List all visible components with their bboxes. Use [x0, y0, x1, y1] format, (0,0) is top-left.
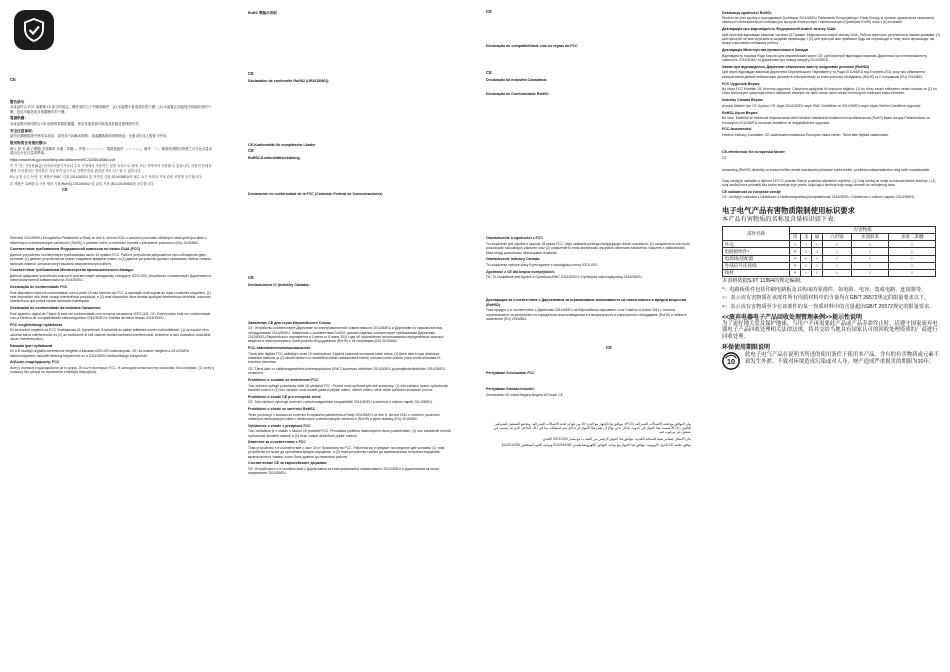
- notice-block: RoHS2 Uyum Beyanı Bu ürün, Elektrikli ve elektronik ekipmanlarda belirli tehlikeli maddelerin kullanımının kısıtlanmasına (RoHS) ilişkin Avrupa Parlamentosu ve Konseyinin 2011/65/EU numaralı direktifine ve değişikliklerine uygundur.: [722, 110, 930, 125]
- notice-block: FCC-säännöstenmukaisuuslausunto Tämä laite täyttää FCC-sääntöjen osan 15 vaatimukset. Käyttöä koskevat seuraavat kaksi ehtoa: (1) tämä laite ei saa aiheuttaa haitallisia häiriöitä, ja (2) tämän laitteen on siedettävä kaikki vastaanotetut häiriöt, mukaan lukien häiriöt, jotka voivat aiheuttaa ei-toivottua toimintaa.: [248, 345, 441, 365]
- table-header-substance: 铅: [790, 233, 801, 240]
- notice-block: FCC-lausunnoksi Ilmoitus Industry Canadalle: CE-vaatimustenmukaisuus Euroopan maita varten. Tämä laite täyttää vaatimukset.: [722, 127, 890, 137]
- efup-heading: 环保使用期限说明: [722, 344, 771, 351]
- notice-block: Zgodność z CE dla krajów europejskich: CE: To urządzenie jest zgodne z Dyrektywą EMC 2014/30/EU i Dyrektywą niskonapięciową 2014/35/EU.: [486, 269, 643, 280]
- table-header-substance: 汞: [801, 233, 812, 240]
- taiwan-notice-3: 安全注意事項： 請勿於潮濕環境中使用本產品；請勿自行拆解或維修；請遠離熱源與易燃物品；兒童須在成人監督下使用。: [10, 128, 170, 139]
- table-row: 线材 × ○ ○ ○ ○ ○: [723, 269, 936, 276]
- notice-block: CE-efterlevnad för europeiska länder CE: [722, 150, 785, 160]
- notice-block: Declaração de conformidade FCC Este dispositivo está em conformidade com a parte 15 das Normas da FCC. A operação está sujeita às duas condições seguintes: (1) este dispositivo não pode causar interferência prejudicial, e (2) este dispositivo deve aceitar qualquer interferência recebida, incluindo interferência que possa causar operação indesejada.: [10, 284, 211, 304]
- notice-block: uimanding (RoHS2-direktiiv) on teatud ohtlike ainete kasutamise piiramise kohta elektri- ja elektroonikaseadmetes ning selle muudatustele.: [722, 168, 931, 173]
- taiwan-notice-1: 警告語句 本產品符合 FCC 規範第 15 部分的規定。操作須符合下列兩項條件：(1) 本裝置不會造成有害干擾；(2) 本裝置必須接受任何接收到的干擾，包括可能造成非預期操作的干擾。: [10, 99, 211, 114]
- notice-block: Prohlášení o souladu se směrnicemi FCC Toto zařízení splňuje požadavky části 15 předpisů FCC. Provoz musí splňovat tyto dvě podmínky: (1) toto zařízení nesmí způsobovat škodlivé rušení a (2) toto zařízení musí snášet jakékoli přijaté rušení, včetně rušení, které může způsobit nežádoucí provoz.: [248, 378, 448, 392]
- table-row: 电源线/适配器 × ○ ○ ○ ○ ○: [723, 255, 936, 262]
- korea-notice: 이 기기는 가정용(B급) 전자파적합기기로서 주로 가정에서 사용하는 것을 목적으로 하며, 모든 지역에서 사용할 수 있습니다. 사용자 안내문: 해당 무선설비는 전파혼신 가능성이 있으므로 인명안전과 관련된 서비스는 할 수 없습니다.: [10, 164, 213, 173]
- weee-heading: <<废弃电器电子产品回收处理管理条例>>提示性说明: [722, 314, 863, 321]
- hazardous-substance-table: [722, 226, 936, 277]
- notice-block: Kanadai Ipari nyilatkozat Ez a B osztályú digitális berendezés megfelel a kanadai ICES-003 szabványnak. CE: Az eszköz megfelel a 2014/30/EU elektromágneses összeférhetőségi irányelvnek és a 2014/35/EU kisfeszültségű irányelvnek.: [10, 343, 190, 358]
- notice-block: CE: Tämä laite on sähkömagneettista yhteensopivuutta (EMC) koskevan direktiivin 2014/30/EU ja pienjännitedirektiivin 2014/35/EU mukainen.: [248, 366, 445, 376]
- efup-label: 10: [727, 357, 735, 367]
- rohs-title: 电子电气产品有害物质限制使用标识要求: [722, 205, 856, 215]
- column-4: [722, 8, 942, 666]
- rohs-subtitle: 本产品有害物质的名称及含量标识如下表：: [722, 215, 840, 223]
- korea-eu-notice: EU 규정 준수 선언: 본 제품은 EMC 지침 2014/30/EU 및 저전압 지침 2014/35/EU의 필수 요구 사항과 기타 관련 조항을 준수합니다.: [10, 175, 203, 180]
- notice-block: Oświadczenie o zgodności z FCC To urządzenie jest zgodne z częścią 15 zasad FCC. Jego działanie podlega następującym dwóm warunkom: (1) urządzenie to nie może powodować szkodliwych zakłóceń oraz (2) urządzenie to musi akceptować wszystkie odbierane zakłócenia, włącznie z zakłóceniami, które mogą powodować niepożądane działanie.: [486, 236, 690, 255]
- table-header-substance: 六价铬: [823, 233, 852, 240]
- notice-block: Δήλωση συμμόρφωσης FCC Αυτή η συσκευή συμμορφώνεται με το μέρος 15 των Κανονισμών FCC. Η λειτουργία υπόκειται στις ακόλουθες δύο συνθήκες: (1) αυτή η συσκευή δεν μπορεί να προκαλέσει επιβλαβή παρεμβολή.: [10, 360, 214, 375]
- column-2: RoHS 準拠の表明 CE Déclaration de conformité RoHS2 (UE2015/863) CE-Konformität für europäische Länder CE RoHS2-Konformitätserklärung Declaración de conformidad de la FCC (Comisión Federal de Comunicaciones) CE Declaraciones IC (Industry Canada): Заявление CE для стран Европейского Союза CE: Устройство соответствует Директиве по электромагнитной совместимости 2014/30/EU и Директиве по низковольтному оборудованию 2014/35/EU. Заявление о соответствии RoHS2: данное изделие соответствует требованиям Директивы 2011/65/EU Европейского парламента и Совета от 8 июня 2011 года об ограничении использования определённых опасных веществ в электрическом и электронном оборудовании (RoHS) и её поправкам (EU) 2015/863. FCC-säännöstenmukaisuuslausunto Tämä laite täyttää FCC-sääntöjen osan 15 vaatimukset. Käyttöä koskevat seuraavat kaksi ehtoa: (1) tämä laite ei saa aiheuttaa haitallisia häiriöitä, ja (2) tämän laitteen on siedettävä kaikki vastaanotetut häiriöt, mukaan lukien häiriöt, jotka voivat aiheuttaa ei-toivottua toimintaa. CE: Tämä laite on sähkömagneettista yhteensopivuutta (EMC) koskevan direktiivin 2014/30/EU ja pienjännitedirektiivin 2014/35/EU mukainen. Prohlášení o souladu se směrnicemi FCC Toto zařízení splňuje požadavky části 15 předpisů FCC. Provoz musí splňovat tyto dvě podmínky: (1) toto zařízení nesmí způsobovat škodlivé rušení a (2) toto zařízení musí snášet jakékoli přijaté rušení, včetně rušení, které může způsobit nežádoucí provoz. Prohlášení o shodě CE pro evropské země CE: Toto zařízení vyhovuje směrnici o elektromagnetické kompatibilitě 2014/30/EU a směrnici o nízkém napětí 2014/35/EU. Prohlášení o shodě se směrnicí RoHS2 Tento produkt je v souladu se směrnicí Evropského parlamentu a Rady 2011/65/EU ze dne 8. června 2011 o omezení používání některých nebezpečných látek v elektrických a elektronických zařízeních (RoHS) a jejími dodatky (EU) 2015/863. Vyhlásenie o zhode s predpismi FCC Toto zariadenie je v súlade s časťou 15 pravidiel FCC. Prevádzka podlieha nasledujúcim dvom podmienkam: (1) toto zariadenie nesmie spôsobovať škodlivé rušenie a (2) musí znášať akékoľvek prijaté rušenie. Известие за съответствие с FCC Това устройство е в съответствие с част 15 от Правилата на FCC. Работата му е предмет на следните две условия: (1) това устройство не може да причинява вредни смущения, и (2) това устройство трябва да приема всички получени смущения, включително и такива, които биха довели до нежелана работа. Съответствие CE за европейските държави CE: Устройството е в съответствие с Директивата за електромагнитна съвместимост 2014/30/EU и Директивата за ниско напрежение 2014/35/EU.: [248, 10, 452, 476]
- column-3: CE Declaração de compatibilidade com as regras da FCC CE Declaração da Indústria Canadiana: Declaração de Conformidade RoHS2 Oświadczenie o zgodności z FCC To urządzenie jest zgodne z częścią 15 zasad FCC. Jego działanie podlega następującym dwóm warunkom: (1) urządzenie to nie może powodować szkodliwych zakłóceń oraz (2) urządzenie to musi akceptować wszystkie odbierane zakłócenia, włącznie z zakłóceniami, które mogą powodować niepożądane działanie. Oświadczenie Industry Canada: To urządzenie cyfrowe klasy B jest zgodne z kanadyjską normą ICES-003. Zgodność z CE dla krajów europejskich: CE: To urządzenie jest zgodne z Dyrektywą EMC 2014/30/EU i Dyrektywą niskonapięciową 2014/35/EU. Декларация за съответствие с Директивата за ограничаване използването на някои опасни и вредни вещества (RoHS2) Този продукт е в съответствие с Директива 2011/65/EU на Европейския парламент и на Съвета от 8 юни 2011 г. относно ограничението за употребата на определени опасни вещества в електрическото и електронното оборудване (RoHS) и нейните изменения (EU) 2015/863. CE Pernyataan Kesesuaian FCC Pernyataan Kanada Industri: Kesesuaian CE untuk Negara-Negara di Eropa: CE بيان التوافق مع لجنة الاتصالات الفيدرالية (FCC): يتوافق هذا الجهاز مع الجزء 15 من قواعد لجنة الاتصالات الفيدرالية. ويخضع التشغيل للشرطين التاليين: (1) ألا يتسبب هذا الجهاز في حدوث تداخل ضار، و(2) أن يقبل هذا الجهاز أي تداخل يتم استقباله، بما في ذلك التداخل الذي قد يتسبب في تشغيل غير مرغوب فيه. بيان الامتثال لمعايير هيئة الصناعة الكندية: يتوافق هذا الجهاز الرقمي من الفئة ب مع معيار ICES-003 الكندي. توافق علامة CE للدول الأوروبية: يتوافق هذا الجهاز مع توجيه التوافق الكهرومغناطيسي 2014/30/EU وتوجيه الجهد المنخفض 2014/35/EU.: [486, 9, 691, 448]
- notice-block: Ovaj uređaj je usklađen s dijelom 15 FCC pravila. Rad je podložan sljedećim uvjetima: (1) Ovaj uređaj ne smije uzrokovati štetne smetnje, i (2) ovaj uređaj mora prihvatiti bilo kakve smetnje koje prima, uključujući smetnje koje mogu dovesti do neželjenog rada.: [722, 178, 936, 188]
- taiwan-notice-4: 限用物質含有情況標示： 單元 鉛 汞 鎘 六價鉻 多溴聯苯 多溴二苯醚 — 外殼 ○ ○ ○ ○ ○ ○；電路板組件 - ○ ○ ○ ○ ○。備考：「○」係指該項限用物質之百分比含量未超出百分比含量基準值。: [10, 141, 213, 156]
- table-row: 外壳 ○ ○ ○ ○ ○ ○: [723, 241, 936, 248]
- brand-logo: [14, 10, 54, 50]
- taiwan-link[interactable]: https://www.bsmi.gov.tw/wSite/public/Attachment/f1232356185862.pdf: [10, 157, 116, 162]
- notice-block: Соответствие требованиям Федеральной комиссии по связи США (FCC) Данное устройство соответствует требованиям части 15 правил FCC. Работа устройства допускается при соблюдении двух условий: (1) данное устройство не может создавать вредных помех, и (2) данное устройство должно принимать любые помехи, включая помехи, которые могут вызвать нежелательную работу.: [10, 247, 212, 266]
- notice-block: Заявление CE для стран Европейского Союза CE: Устройство соответствует Директиве по электромагнитной совместимости 2014/30/EU и Директиве по низковольтному оборудованию 2014/35/EU. Заявление о соответствии RoHS2: данное изделие соответствует требованиям Директивы 2011/65/EU Европейского парламента и Совета от 8 июня 2011 года об ограничении использования определённых опасных веществ в электрическом и электронном оборудовании (RoHS) и её поправкам (EU) 2015/863.: [248, 320, 444, 344]
- notice-block: Vyhlásenie o zhode s predpismi FCC Toto zariadenie je v súlade s časťou 15 pravidiel FCC. Prevádzka podlieha nasledujúcim dvom podmienkam: (1) toto zariadenie nesmie spôsobovať škodlivé rušenie a (2) musí znášať akékoľvek prijaté rušenie.: [248, 423, 452, 438]
- notice-block: Декларація про відповідність Федеральній комісії зв'язку США Цей пристрій відповідає вимогам частини 15 Правил Федеральної комісії зв'язку США. Робота пристрою регулюється такими умовами: (1) цей пристрій не має спричиняти шкідливі перешкоди, і (2) цей пристрій має приймати будь-які перешкоди, в тому числі перешкоди, які можуть викликати небажану роботу.: [722, 27, 941, 46]
- notice-block: Декларация за съответствие с Директивата за ограничаване използването на някои опасни и вредни вещества (RoHS2) Този продукт е в съответствие с Директива 2011/65/EU на Европейския парламент и на Съвета от 8 юни 2011 г. относно ограничението за употребата на определени опасни вещества в електрическото и електронното оборудване (RoHS) и нейните изменения (EU) 2015/863.: [486, 298, 687, 321]
- notice-block: Известие за съответствие с FCC Това устройство е в съответствие с част 15 от Правилата на FCC. Работата му е предмет на следните две условия: (1) това устройство не може да причинява вредни смущения, и (2) това устройство трябва да приема всички получени смущения, включително и такива, които биха довели до нежелана работа.: [248, 440, 445, 459]
- taiwan-notice-2: 電源供應： 本產品僅可使用符合 CE 規格的電源供應器，使用其他電源可能造成危險並使保固失效。: [10, 116, 143, 127]
- table-header-substance: 多溴二苯醚: [889, 233, 936, 240]
- table-row: 电路板组件* × ○ ○ ○ ○ ○: [723, 248, 936, 255]
- efup-10-icon: [722, 352, 740, 370]
- notice-block: Oświadczenie Industry Canada: To urządzenie cyfrowe klasy B jest zgodne z kanadyjską normą ICES-003.: [486, 257, 598, 267]
- notice-block: Prohlášení o shodě se směrnicí RoHS2 Tento produkt je v souladu se směrnicí Evropského parlamentu a Rady 2011/65/EU ze dne 8. června 2011 o omezení používání některých nebezpečných látek v elektrických a elektronických zařízeních (RoHS) a jejími dodatky (EU) 2015/863.: [248, 407, 440, 421]
- table-notes: 本表格依据SJ/T 11364的规定编制。 *：电路板组件包括印刷电路板及其构成的零部件，如电阻、电容、集成电路、连接器等。 ○：表示该有害物质在该部件所有均质材料中的含量均在GB/T 26572规定的限量要求以下。 ×：表示该有害物质至少在该部件的某一均质材料中的含量超出GB/T 26572规定的限量要求。: [722, 278, 935, 311]
- notice-block: Deklaracja zgodności RoHS2 Produkt ten jest zgodny z wymaganiami Dyrektywy 2011/65/EU Parlamentu Europejskiego i Rady Europy w sprawie ograniczenia stosowania niektórych niebezpiecznych substancji w sprzęcie elektrycznym i elektronicznym (Dyrektywa RoHS) wraz z jej zmianami.: [722, 10, 934, 25]
- notice-block: CE sukladnost za europske zemlje CE: Uređaj je sukladan s Direktivom o elektromagnetskoj kompatibilnosti 2014/30/EU i Direktivom o niskom naponu 2014/35/EU.: [722, 189, 915, 200]
- korea-rohs-notice: 본 제품은 유해물질 사용 제한 지침(RoHS) 2011/65/EU 및 위임 지침 (EU) 2015/863을 준수합니다.: [10, 181, 155, 186]
- notice-block: Декларація Міністерства промисловості Канади Відповідність нормам Ради Європи для європейських країн: CE: Цей пристрій відповідає вимогам Директиви про електромагнітну сумісність 2014/30/EU та Директиви про низьку напругу 2014/35/EU.: [722, 48, 928, 63]
- notice-block: FCC megfelelőségi nyilatkozat Ez az eszköz megfelel az FCC Szabályzata 15. fejezetének. A készülék az alábbi feltételek esetén működtethető: (1) az eszköz nem okozhat káros interferenciát, és (2) az eszköznek el kell viselnie minden beérkező interferenciát, beleértve a nem kívánatos működést okozó interferenciát is.: [10, 322, 211, 341]
- table-header-substance: 镉: [812, 233, 823, 240]
- notice-block: Declaração de conformidade da Indústria Canadense Este aparelho digital de Classe B está em conformidade com a norma canadense ICES-003. CE: Este produto está em conformidade com a Diretiva de compatibilidade eletromagnética 2014/30/EU e Diretiva de baixa tensão 2014/35/EU.: [10, 305, 211, 320]
- ce-mark: CE: [62, 187, 68, 193]
- table-header-group: 有害物质: [790, 226, 936, 233]
- notice-block: Съответствие CE за европейските държави CE: Устройството е в съответствие с Директивата за електромагнитна съвместимост 2014/30/EU и Директивата за ниско напрежение 2014/35/EU.: [248, 461, 440, 476]
- notice-block: Directive 2011/65/EU Evropského Parlamentu a Rady ze dne 8. června 2011 o omezení používání některých nebezpečných látek v elektrických a elektronických zařízeních (RoHS), v platném znění, a směrnice Komise v přenesené pravomoci (EU) 2015/863.: [10, 236, 207, 245]
- notice-block: Prohlášení o shodě CE pro evropské země CE: Toto zařízení vyhovuje směrnici o elektromagnetické kompatibilitě 2014/30/EU a směrnici o nízkém napětí 2014/35/EU.: [248, 394, 434, 405]
- ce-mark: CE: [10, 77, 16, 82]
- notice-block: Соответствие требованиям Министерства промышленности Канады Данное цифровое устройство класса B соответствует канадскому стандарту ICES-003. Устройство соответствует Директиве по электромагнитной совместимости 2014/30/EU.: [10, 268, 212, 283]
- column-1: [10, 76, 215, 666]
- table-header-substance: 多溴联苯: [851, 233, 889, 240]
- shield-check-icon: [23, 18, 45, 42]
- efup-body: 此电子电气产品在说明书所述的使用条件下使用本产品，含有的有害物质或元素不致发生外泄，不致对环境造成污染或对人身、财产造成严重损害的期限为10年。: [745, 351, 940, 365]
- notice-block: FCC Uygunluk Beyanı Bu cihaz FCC Kuralları 15. Kısmına uygundur. Çalıştırma aşağıdaki iki koşuluna bağlıdır: (1) bu cihaz zararlı etkileşime neden olamaz ve (2) bu cihaz istenmeyen çalışmaya neden olabilecek etkileşim de dahil olmak üzere alınan herhangi bir etkileşimi kabul etmelidir.: [722, 81, 937, 96]
- arabic-notices: بيان التوافق مع لجنة الاتصالات الفيدرالية (FCC): يتوافق هذا الجهاز مع الجزء 15 من قواعد لجنة الاتصالات الفيدرالية. ويخضع التشغيل للشرطين التاليين: (1) ألا يتسبب هذا الجهاز في حدوث تداخل ضار، و(2) أن يقبل هذا الجهاز أي تداخل يتم استقباله، بما في ذلك التداخل الذي قد يتسبب في تشغيل غير مرغوب فيه. بيان الامتثال لمعايير هيئة الصناعة الكندية: يتوافق هذا الجهاز الرقمي من الفئة ب مع معيار ICES-003 الكندي. توافق علامة CE للدول الأوروبية: يتوافق هذا الجهاز مع توجيه التوافق الكهرومغناطيسي 2014/30/EU وتوجيه الجهد المنخفض 2014/35/EU.: [493, 421, 691, 448]
- table-header-part: 部件名称: [723, 226, 790, 240]
- efup-block: [722, 352, 942, 370]
- notice-block: Industry Canada Beyanı Avrupa Ülkeleri İçin CE Uyumu: CE: Aygıt 2014/30/EU sayılı EMC Direktifine ve 2014/35/EU sayılı Alçak Gerilim Direktifine uygundur.: [722, 98, 922, 108]
- table-row: 外部信号连接线 × ○ ○ ○ ○ ○: [723, 262, 936, 269]
- weee-body: 为了更好地关爱及保护地球，当用户不再需要此产品或产品寿命终止时，请遵守国家废弃电器电子产品回收处理相关法律法规，将其交给当地具有国家认可的回收处理资质的厂商进行回收处理。: [722, 320, 938, 341]
- notice-block: Заява про відповідність Директиві обмеження вмісту шкідливих речовин (RoHS2) Цей виріб відповідає вимогам Директиви Європейського Парламенту та Ради 2011/65/EU від 8 червня 2011 року про обмеження використання деяких небезпечних речовин в електричному та електронному обладнанні (RoHS) та її поправкам (EU) 2015/863.: [722, 64, 925, 79]
